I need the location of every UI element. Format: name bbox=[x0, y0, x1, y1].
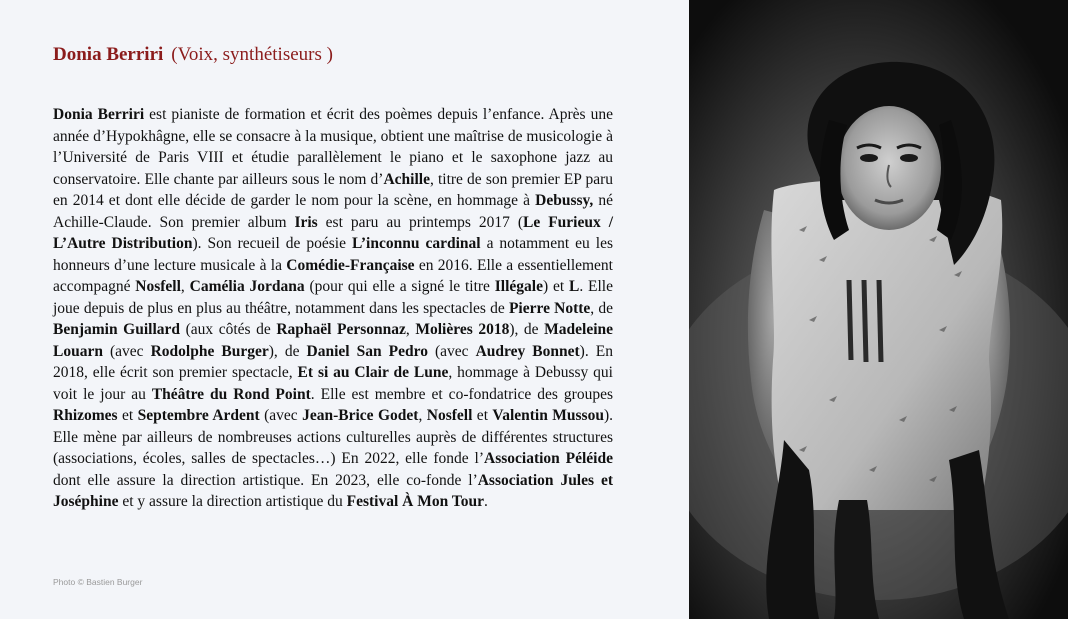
bio-bold-run: Rodolphe Burger bbox=[150, 342, 269, 360]
bio-bold-run: Jean-Brice Godet bbox=[302, 407, 419, 424]
bio-bold-run: Valentin Mussou bbox=[492, 407, 604, 424]
bio-bold-run: Illégale bbox=[494, 278, 543, 295]
bio-bold-run: Daniel San Pedro bbox=[306, 342, 428, 360]
photo-credit: Photo © Bastien Burger bbox=[53, 577, 143, 587]
bio-text-run: , hommage à Debussy qui voit le jour au bbox=[53, 364, 613, 403]
artist-heading bbox=[53, 44, 333, 66]
bio-bold-run: Raphaël Personnaz bbox=[276, 321, 406, 338]
bio-bold-run: Pierre Notte bbox=[508, 299, 591, 317]
bio-bold-run: Audrey Bonnet bbox=[475, 342, 580, 360]
bio-bold-run: Debussy, bbox=[535, 192, 594, 209]
bio-text-run: né Achille-Claude. Son premier album bbox=[53, 192, 614, 231]
bio-text-run: , bbox=[418, 407, 427, 424]
bio-bold-run: Association Jules et Joséphine bbox=[53, 471, 613, 510]
bio-text-run: a notamment eu les honneurs d’une lecture musicale à la bbox=[53, 235, 613, 274]
bio-bold-run: Nosfell bbox=[426, 407, 473, 424]
bio-bold-run: Septembre Ardent bbox=[137, 407, 260, 424]
bio-text-run: ), de bbox=[509, 321, 545, 338]
bio-bold-run: Iris bbox=[294, 213, 318, 231]
bio-bold-run: Comédie-Française bbox=[286, 256, 415, 274]
bio-text-run: , bbox=[405, 321, 416, 338]
bio-text-run: et bbox=[117, 407, 138, 424]
bio-bold-run: Molières 2018 bbox=[415, 321, 510, 338]
biography-text bbox=[53, 104, 613, 513]
bio-bold-run: Achille bbox=[383, 170, 430, 188]
bio-bold-run: L’inconnu cardinal bbox=[351, 235, 481, 252]
bio-text-run: et y assure la direction artistique du bbox=[118, 493, 347, 510]
bio-bold-run: Le Furieux / L’Autre Distribution bbox=[53, 213, 613, 252]
bio-bold-run: L bbox=[568, 278, 580, 295]
bio-text-run: ), de bbox=[268, 342, 307, 360]
portrait-photo bbox=[689, 0, 1068, 619]
bio-text-run: ). Elle mène par ailleurs de nombreuses actions culturelles auprès de différentes structures (associations, écoles, salles de spectacles…) En 2022, elle fonde l’ bbox=[53, 407, 613, 467]
bio-text-run: en 2016. Elle a essentiellement accompagné bbox=[53, 256, 613, 295]
bio-text-run: (avec bbox=[259, 407, 303, 424]
bio-text-run: , titre de son premier EP paru en 2014 et dont elle décide de garder le nom pour la scène, en hommage à bbox=[53, 170, 613, 209]
bio-bold-run: Donia Berriri bbox=[53, 106, 145, 123]
bio-text-run: . Elle est membre et co-fondatrice des groupes bbox=[310, 385, 613, 403]
bio-text-run: (aux côtés de bbox=[180, 321, 277, 338]
bio-text-run: ) et bbox=[542, 278, 569, 295]
bio-text-run: (avec bbox=[102, 342, 151, 360]
bio-text-run: et bbox=[472, 407, 493, 424]
artist-role: (Voix, synthétiseurs ) bbox=[171, 44, 333, 65]
bio-bold-run: Madeleine Louarn bbox=[53, 321, 614, 360]
bio-text-run: (pour qui elle a signé le titre bbox=[304, 278, 495, 295]
bio-bold-run: Théâtre du Rond Point bbox=[151, 385, 311, 403]
bio-bold-run: Et si au Clair de Lune bbox=[297, 364, 449, 381]
bio-bold-run: Nosfell bbox=[135, 278, 181, 295]
bio-bold-run: Rhizomes bbox=[53, 407, 118, 424]
bio-text-run: , de bbox=[590, 299, 613, 317]
bio-bold-run: Camélia Jordana bbox=[189, 278, 305, 295]
bio-bold-run: Benjamin Guillard bbox=[53, 321, 181, 338]
bio-text-run: est pianiste de formation et écrit des poèmes depuis l’enfance. Après une année d’Hypokhâgne, elle se consacre à la musique, obtient une maîtrise de musicologie à l’Université de Paris VIII et étudie parallèlement le piano et le saxophone jazz au conservatoire. Elle chante par ailleurs sous le nom d’ bbox=[53, 106, 613, 188]
bio-bold-run: Festival À Mon Tour bbox=[346, 493, 484, 510]
artist-name: Donia Berriri bbox=[53, 44, 164, 65]
bio-text-run: ). Son recueil de poésie bbox=[192, 235, 352, 252]
bio-text-run: . Elle joue depuis de plus en plus au théâtre, notamment dans les spectacles de bbox=[53, 278, 613, 317]
bio-bold-run: Association Péléide bbox=[484, 450, 613, 467]
bio-text-run: est paru au printemps 2017 ( bbox=[317, 213, 524, 231]
bio-text-run: ). En 2018, elle écrit son premier spectacle, bbox=[53, 342, 613, 381]
bio-text-run: (avec bbox=[427, 342, 476, 360]
bio-text-run: , bbox=[180, 278, 190, 295]
portrait-image bbox=[689, 0, 1068, 619]
bio-text-run: dont elle assure la direction artistique. En 2023, elle co-fonde l’ bbox=[53, 471, 478, 489]
bio-text-run: . bbox=[483, 493, 488, 510]
